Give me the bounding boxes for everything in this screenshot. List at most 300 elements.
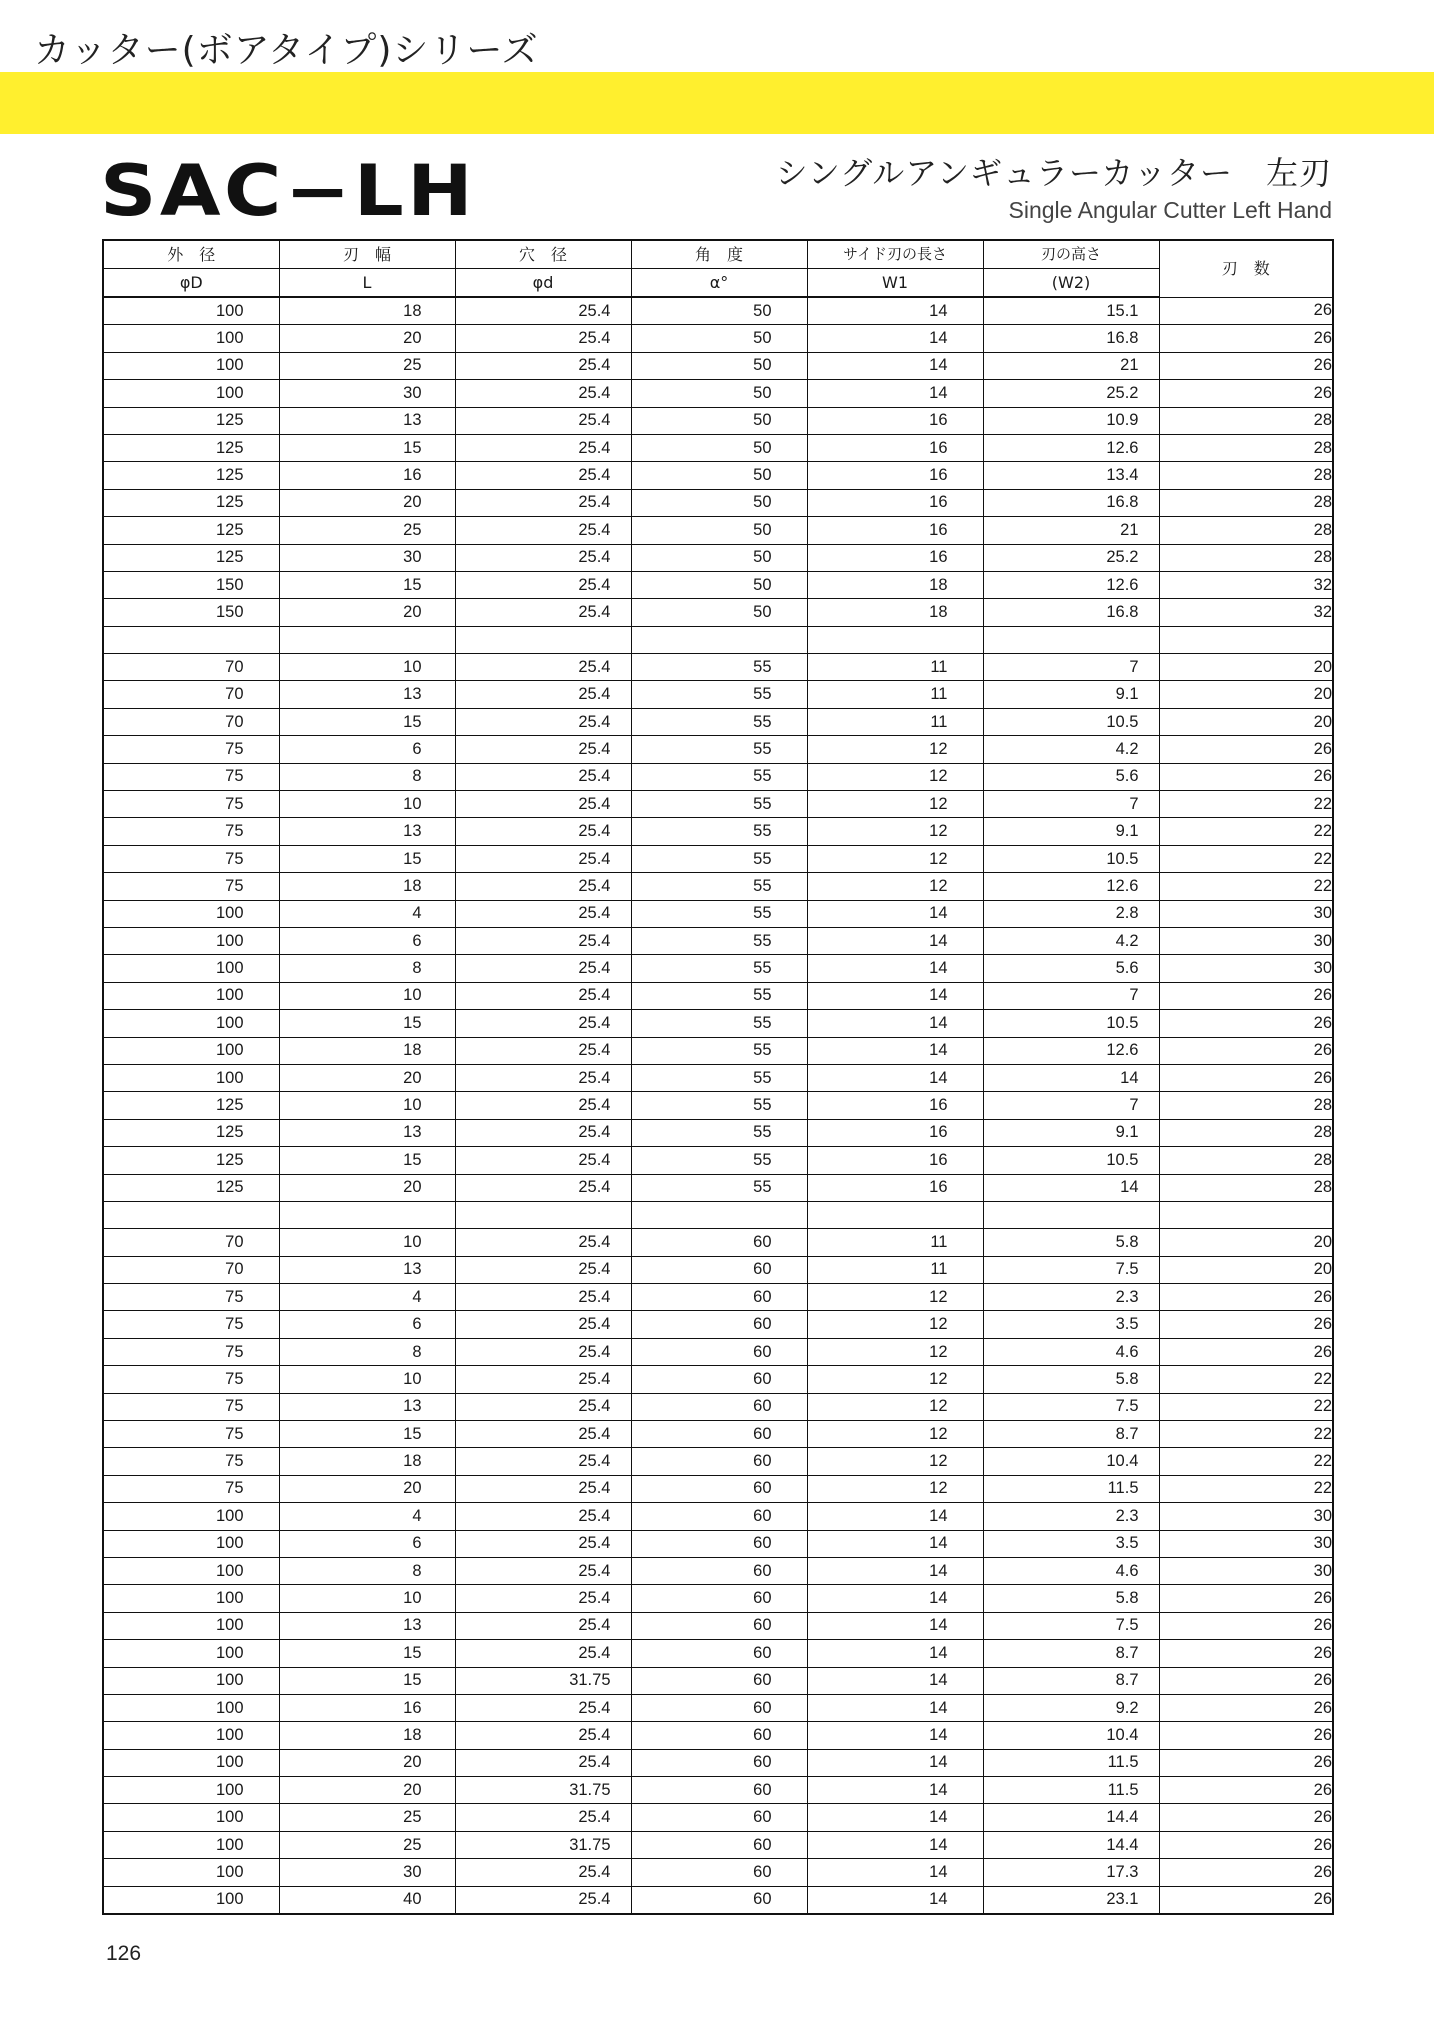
cell-side-blade-length: 14: [807, 1722, 983, 1749]
subheader-angle: α°: [631, 269, 807, 298]
cell-blade-width: 8: [279, 1557, 455, 1584]
cell-tooth-count: 26: [1159, 1722, 1333, 1749]
cell-blade-width: 18: [279, 1448, 455, 1475]
cell-angle: 55: [631, 1174, 807, 1201]
cell-blade-height: 4.2: [983, 927, 1159, 954]
table-row: [103, 1859, 1333, 1886]
cell-bore-diameter: 25.4: [455, 708, 631, 735]
cell-side-blade-length: 14: [807, 297, 983, 325]
cell-blade-width: 13: [279, 681, 455, 708]
cell-angle: 60: [631, 1640, 807, 1667]
cell-side-blade-length: 14: [807, 1503, 983, 1530]
cell-side-blade-length: 11: [807, 1256, 983, 1283]
cell-blade-width: 16: [279, 1694, 455, 1721]
cell-blade-width: 20: [279, 1475, 455, 1502]
cell-angle: [631, 1201, 807, 1228]
cell-outer-diameter: 100: [103, 1667, 279, 1694]
cell-tooth-count: 30: [1159, 1557, 1333, 1584]
cell-outer-diameter: 75: [103, 1475, 279, 1502]
cell-side-blade-length: 14: [807, 927, 983, 954]
cell-blade-width: 13: [279, 1119, 455, 1146]
cell-bore-diameter: 25.4: [455, 1749, 631, 1776]
cell-angle: 60: [631, 1393, 807, 1420]
cell-blade-height: 8.7: [983, 1667, 1159, 1694]
cell-blade-width: [279, 626, 455, 653]
cell-bore-diameter: 25.4: [455, 955, 631, 982]
cell-blade-height: 16.8: [983, 489, 1159, 516]
cell-angle: 50: [631, 352, 807, 379]
cell-side-blade-length: 14: [807, 1667, 983, 1694]
cell-tooth-count: 28: [1159, 407, 1333, 434]
cell-bore-diameter: 25.4: [455, 1612, 631, 1639]
cell-blade-height: 7.5: [983, 1393, 1159, 1420]
cell-bore-diameter: 25.4: [455, 434, 631, 461]
cell-blade-width: 30: [279, 544, 455, 571]
cell-blade-width: 10: [279, 1366, 455, 1393]
cell-side-blade-length: 12: [807, 1393, 983, 1420]
cell-tooth-count: 26: [1159, 380, 1333, 407]
cell-bore-diameter: 25.4: [455, 818, 631, 845]
cell-side-blade-length: 14: [807, 1640, 983, 1667]
table-row: [103, 1201, 1333, 1228]
cell-outer-diameter: 75: [103, 873, 279, 900]
cell-side-blade-length: 11: [807, 1229, 983, 1256]
cell-bore-diameter: 25.4: [455, 325, 631, 352]
cell-blade-width: 8: [279, 1338, 455, 1365]
cell-angle: 60: [631, 1475, 807, 1502]
cell-outer-diameter: 70: [103, 1256, 279, 1283]
cell-bore-diameter: 25.4: [455, 1393, 631, 1420]
cell-bore-diameter: 25.4: [455, 1037, 631, 1064]
cell-bore-diameter: 25.4: [455, 982, 631, 1009]
cell-bore-diameter: 25.4: [455, 1174, 631, 1201]
cell-outer-diameter: [103, 626, 279, 653]
cell-outer-diameter: 100: [103, 1722, 279, 1749]
cell-blade-height: 4.2: [983, 736, 1159, 763]
cell-tooth-count: 26: [1159, 763, 1333, 790]
cell-bore-diameter: 25.4: [455, 407, 631, 434]
cell-outer-diameter: 75: [103, 818, 279, 845]
cell-tooth-count: 22: [1159, 1393, 1333, 1420]
cell-tooth-count: 30: [1159, 1503, 1333, 1530]
cell-angle: 55: [631, 1010, 807, 1037]
cell-blade-height: 21: [983, 352, 1159, 379]
cell-outer-diameter: 75: [103, 1421, 279, 1448]
cell-side-blade-length: 12: [807, 1448, 983, 1475]
cell-side-blade-length: 16: [807, 1147, 983, 1174]
cell-side-blade-length: 14: [807, 982, 983, 1009]
cell-blade-width: 4: [279, 900, 455, 927]
cell-blade-height: 2.3: [983, 1503, 1159, 1530]
subheader-side-blade-length: W1: [807, 269, 983, 298]
cell-blade-height: 16.8: [983, 325, 1159, 352]
cell-tooth-count: 26: [1159, 1749, 1333, 1776]
cell-angle: 60: [631, 1503, 807, 1530]
cell-blade-width: 10: [279, 791, 455, 818]
cell-side-blade-length: 12: [807, 1311, 983, 1338]
cell-outer-diameter: 70: [103, 1229, 279, 1256]
cell-angle: 60: [631, 1667, 807, 1694]
cell-side-blade-length: 16: [807, 462, 983, 489]
cell-angle: 60: [631, 1886, 807, 1914]
cell-bore-diameter: 25.4: [455, 1338, 631, 1365]
cell-outer-diameter: 75: [103, 1284, 279, 1311]
cell-blade-height: 7: [983, 654, 1159, 681]
cell-blade-width: 18: [279, 873, 455, 900]
cell-outer-diameter: 70: [103, 708, 279, 735]
cell-tooth-count: 26: [1159, 297, 1333, 325]
cell-blade-width: 15: [279, 708, 455, 735]
cell-angle: 55: [631, 1037, 807, 1064]
cell-outer-diameter: 100: [103, 1612, 279, 1639]
cell-outer-diameter: 125: [103, 462, 279, 489]
table-row: [103, 1448, 1333, 1475]
cell-bore-diameter: 25.4: [455, 873, 631, 900]
table-row: [103, 1174, 1333, 1201]
cell-angle: 60: [631, 1722, 807, 1749]
cell-bore-diameter: 25.4: [455, 1448, 631, 1475]
cell-bore-diameter: 25.4: [455, 736, 631, 763]
cell-tooth-count: 26: [1159, 1667, 1333, 1694]
cell-tooth-count: 28: [1159, 1092, 1333, 1119]
cell-blade-width: 15: [279, 1640, 455, 1667]
cell-angle: 60: [631, 1694, 807, 1721]
header-bore-diameter: 穴 径: [455, 240, 631, 269]
table-row: [103, 517, 1333, 544]
cell-bore-diameter: 25.4: [455, 1284, 631, 1311]
cell-tooth-count: 26: [1159, 352, 1333, 379]
cell-bore-diameter: 25.4: [455, 1311, 631, 1338]
cell-blade-height: 10.5: [983, 708, 1159, 735]
cell-angle: 60: [631, 1284, 807, 1311]
cell-angle: 55: [631, 1147, 807, 1174]
cell-angle: 60: [631, 1804, 807, 1831]
cell-side-blade-length: 14: [807, 1694, 983, 1721]
table-row: [103, 1749, 1333, 1776]
cell-tooth-count: 26: [1159, 1338, 1333, 1365]
cell-blade-height: 5.8: [983, 1366, 1159, 1393]
cell-blade-height: 10.4: [983, 1448, 1159, 1475]
cell-tooth-count: 28: [1159, 1119, 1333, 1146]
cell-tooth-count: 26: [1159, 1585, 1333, 1612]
cell-tooth-count: 26: [1159, 1859, 1333, 1886]
cell-tooth-count: 28: [1159, 462, 1333, 489]
cell-tooth-count: 32: [1159, 599, 1333, 626]
cell-side-blade-length: 11: [807, 681, 983, 708]
cell-angle: 55: [631, 927, 807, 954]
cell-side-blade-length: 14: [807, 955, 983, 982]
cell-blade-height: 7: [983, 982, 1159, 1009]
table-row: [103, 489, 1333, 516]
cell-blade-width: 10: [279, 1092, 455, 1119]
table-row: [103, 654, 1333, 681]
cell-bore-diameter: 25.4: [455, 927, 631, 954]
cell-tooth-count: 26: [1159, 1010, 1333, 1037]
cell-blade-height: 7.5: [983, 1256, 1159, 1283]
cell-side-blade-length: 14: [807, 1010, 983, 1037]
cell-blade-width: 4: [279, 1284, 455, 1311]
cell-side-blade-length: [807, 626, 983, 653]
cell-angle: 55: [631, 763, 807, 790]
cell-outer-diameter: 100: [103, 1831, 279, 1858]
cell-outer-diameter: 100: [103, 1557, 279, 1584]
cell-side-blade-length: 14: [807, 1859, 983, 1886]
cell-blade-width: 10: [279, 654, 455, 681]
cell-tooth-count: 26: [1159, 1311, 1333, 1338]
cell-blade-width: 20: [279, 1174, 455, 1201]
cell-blade-height: 4.6: [983, 1338, 1159, 1365]
cell-blade-height: 9.2: [983, 1694, 1159, 1721]
cell-tooth-count: 30: [1159, 955, 1333, 982]
cell-outer-diameter: 100: [103, 1777, 279, 1804]
cell-blade-height: 10.5: [983, 1147, 1159, 1174]
cell-tooth-count: 20: [1159, 1256, 1333, 1283]
cell-side-blade-length: 14: [807, 352, 983, 379]
cell-blade-height: 7.5: [983, 1612, 1159, 1639]
cell-angle: 50: [631, 407, 807, 434]
cell-blade-height: 12.6: [983, 571, 1159, 598]
table-row: [103, 681, 1333, 708]
cell-blade-width: 13: [279, 407, 455, 434]
cell-tooth-count: 22: [1159, 791, 1333, 818]
cell-blade-height: 8.7: [983, 1421, 1159, 1448]
cell-blade-width: 8: [279, 955, 455, 982]
table-row: [103, 1886, 1333, 1914]
cell-blade-height: 11.5: [983, 1475, 1159, 1502]
cell-blade-height: 16.8: [983, 599, 1159, 626]
cell-blade-height: 10.5: [983, 845, 1159, 872]
cell-tooth-count: 28: [1159, 434, 1333, 461]
cell-outer-diameter: 70: [103, 681, 279, 708]
cell-angle: 60: [631, 1749, 807, 1776]
cell-angle: 55: [631, 1092, 807, 1119]
cell-blade-height: 25.2: [983, 544, 1159, 571]
cell-tooth-count: 22: [1159, 845, 1333, 872]
cell-bore-diameter: 25.4: [455, 1722, 631, 1749]
table-row: [103, 1366, 1333, 1393]
table-row: [103, 1804, 1333, 1831]
cell-tooth-count: 28: [1159, 517, 1333, 544]
cell-blade-width: 15: [279, 434, 455, 461]
cell-outer-diameter: 100: [103, 1503, 279, 1530]
table-row: [103, 325, 1333, 352]
cell-side-blade-length: 14: [807, 1064, 983, 1091]
cell-bore-diameter: 25.4: [455, 1503, 631, 1530]
cell-outer-diameter: 100: [103, 1886, 279, 1914]
page-number: 126: [106, 1942, 142, 1965]
table-row: [103, 736, 1333, 763]
cell-blade-height: 9.1: [983, 1119, 1159, 1146]
cell-tooth-count: 28: [1159, 1174, 1333, 1201]
cell-angle: 60: [631, 1557, 807, 1584]
cell-outer-diameter: 125: [103, 1174, 279, 1201]
cell-bore-diameter: 25.4: [455, 654, 631, 681]
cell-bore-diameter: [455, 626, 631, 653]
cell-side-blade-length: 14: [807, 1557, 983, 1584]
table-row: [103, 818, 1333, 845]
cell-bore-diameter: 25.4: [455, 1092, 631, 1119]
cell-angle: 55: [631, 681, 807, 708]
header-band: [0, 72, 1434, 134]
cell-side-blade-length: 14: [807, 1612, 983, 1639]
cell-outer-diameter: 75: [103, 1393, 279, 1420]
cell-angle: 60: [631, 1859, 807, 1886]
table-row: [103, 1585, 1333, 1612]
table-row: [103, 1311, 1333, 1338]
table-row: [103, 1640, 1333, 1667]
cell-blade-width: 16: [279, 462, 455, 489]
cell-bore-diameter: 31.75: [455, 1667, 631, 1694]
cell-side-blade-length: 12: [807, 873, 983, 900]
table-row: [103, 434, 1333, 461]
table-row: [103, 1612, 1333, 1639]
cell-outer-diameter: 75: [103, 1338, 279, 1365]
cell-side-blade-length: 12: [807, 845, 983, 872]
cell-angle: 60: [631, 1256, 807, 1283]
cell-side-blade-length: 11: [807, 708, 983, 735]
table-row: [103, 1229, 1333, 1256]
cell-blade-width: 25: [279, 517, 455, 544]
cell-bore-diameter: 25.4: [455, 1064, 631, 1091]
cell-blade-height: 9.1: [983, 681, 1159, 708]
table-subheader-row: [103, 269, 1333, 298]
cell-angle: 60: [631, 1585, 807, 1612]
cell-blade-height: 17.3: [983, 1859, 1159, 1886]
cell-blade-width: 8: [279, 763, 455, 790]
cell-blade-width: 15: [279, 1667, 455, 1694]
cell-outer-diameter: 100: [103, 1010, 279, 1037]
cell-blade-width: 15: [279, 1421, 455, 1448]
cell-tooth-count: 26: [1159, 325, 1333, 352]
cell-blade-height: 7: [983, 1092, 1159, 1119]
cell-outer-diameter: [103, 1201, 279, 1228]
cell-side-blade-length: 14: [807, 1037, 983, 1064]
cell-outer-diameter: 100: [103, 1749, 279, 1776]
cell-angle: 60: [631, 1530, 807, 1557]
cell-blade-width: 30: [279, 380, 455, 407]
cell-side-blade-length: 16: [807, 489, 983, 516]
cell-side-blade-length: 11: [807, 654, 983, 681]
cell-outer-diameter: 100: [103, 900, 279, 927]
cell-tooth-count: 32: [1159, 571, 1333, 598]
table-row: [103, 955, 1333, 982]
cell-tooth-count: 20: [1159, 708, 1333, 735]
cell-blade-width: 20: [279, 1777, 455, 1804]
cell-blade-height: 4.6: [983, 1557, 1159, 1584]
cell-blade-height: 3.5: [983, 1311, 1159, 1338]
cell-blade-height: [983, 626, 1159, 653]
table-row: [103, 297, 1333, 325]
spec-table: [102, 239, 1334, 1915]
subheader-outer-diameter: φD: [103, 269, 279, 298]
table-row: [103, 1557, 1333, 1584]
cell-blade-height: 23.1: [983, 1886, 1159, 1914]
cell-side-blade-length: 14: [807, 1886, 983, 1914]
cell-blade-height: 25.2: [983, 380, 1159, 407]
cell-outer-diameter: 125: [103, 489, 279, 516]
cell-angle: 50: [631, 380, 807, 407]
cell-bore-diameter: 25.4: [455, 571, 631, 598]
cell-angle: 50: [631, 297, 807, 325]
cell-blade-width: 25: [279, 352, 455, 379]
cell-blade-height: 21: [983, 517, 1159, 544]
cell-tooth-count: 30: [1159, 900, 1333, 927]
table-header-row: [103, 240, 1333, 269]
table-row: [103, 1010, 1333, 1037]
cell-blade-width: 15: [279, 845, 455, 872]
cell-side-blade-length: 16: [807, 544, 983, 571]
cell-bore-diameter: 25.4: [455, 297, 631, 325]
table-row: [103, 1338, 1333, 1365]
cell-blade-height: 10.5: [983, 1010, 1159, 1037]
cell-outer-diameter: 100: [103, 1585, 279, 1612]
table-row: [103, 1393, 1333, 1420]
cell-outer-diameter: 100: [103, 1037, 279, 1064]
cell-tooth-count: 22: [1159, 1475, 1333, 1502]
cell-tooth-count: 22: [1159, 1366, 1333, 1393]
table-row: [103, 1284, 1333, 1311]
cell-angle: 55: [631, 955, 807, 982]
cell-blade-height: 11.5: [983, 1749, 1159, 1776]
cell-tooth-count: 20: [1159, 654, 1333, 681]
cell-side-blade-length: 12: [807, 1421, 983, 1448]
header-tooth-count: 刃 数: [1159, 240, 1333, 297]
cell-tooth-count: [1159, 626, 1333, 653]
cell-blade-height: 7: [983, 791, 1159, 818]
cell-side-blade-length: 14: [807, 325, 983, 352]
subheader-blade-width: L: [279, 269, 455, 298]
table-row: [103, 763, 1333, 790]
table-row: [103, 1530, 1333, 1557]
table-row: [103, 1064, 1333, 1091]
cell-blade-width: 6: [279, 736, 455, 763]
cell-angle: 50: [631, 489, 807, 516]
cell-tooth-count: 26: [1159, 1831, 1333, 1858]
cell-tooth-count: 22: [1159, 1421, 1333, 1448]
cell-bore-diameter: 25.4: [455, 1475, 631, 1502]
cell-side-blade-length: [807, 1201, 983, 1228]
cell-bore-diameter: 25.4: [455, 517, 631, 544]
cell-angle: 60: [631, 1338, 807, 1365]
cell-angle: 55: [631, 708, 807, 735]
cell-bore-diameter: 25.4: [455, 681, 631, 708]
cell-outer-diameter: 100: [103, 1859, 279, 1886]
cell-tooth-count: 28: [1159, 1147, 1333, 1174]
cell-blade-width: 18: [279, 1037, 455, 1064]
cell-angle: 50: [631, 462, 807, 489]
cell-tooth-count: 30: [1159, 1530, 1333, 1557]
table-row: [103, 1421, 1333, 1448]
cell-angle: 55: [631, 845, 807, 872]
cell-side-blade-length: 14: [807, 1831, 983, 1858]
cell-side-blade-length: 12: [807, 1338, 983, 1365]
cell-outer-diameter: 100: [103, 982, 279, 1009]
cell-side-blade-length: 12: [807, 818, 983, 845]
cell-bore-diameter: 25.4: [455, 1421, 631, 1448]
cell-blade-width: 20: [279, 489, 455, 516]
cell-angle: 50: [631, 325, 807, 352]
cell-tooth-count: 22: [1159, 818, 1333, 845]
cell-outer-diameter: 100: [103, 955, 279, 982]
cell-bore-diameter: 25.4: [455, 1229, 631, 1256]
cell-tooth-count: 26: [1159, 1064, 1333, 1091]
table-row: [103, 791, 1333, 818]
table-row: [103, 1667, 1333, 1694]
table-row: [103, 462, 1333, 489]
cell-blade-height: 9.1: [983, 818, 1159, 845]
cell-tooth-count: [1159, 1201, 1333, 1228]
cell-blade-width: 13: [279, 1612, 455, 1639]
